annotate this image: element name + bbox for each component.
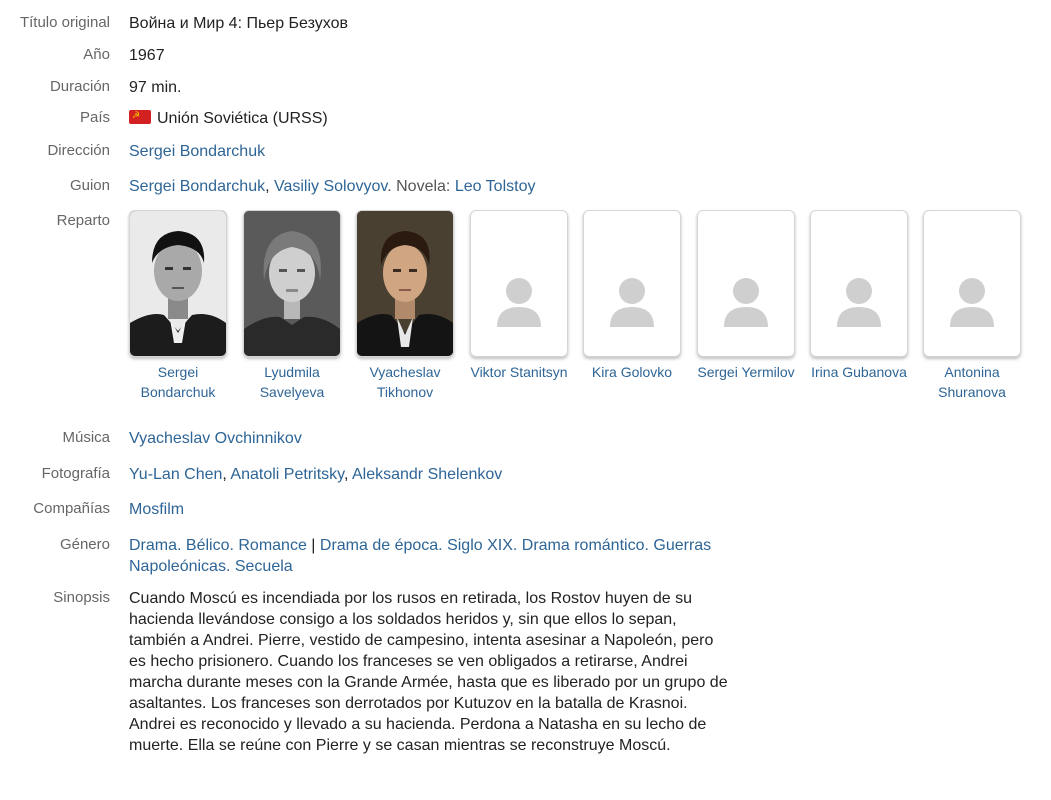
original-title: Война и Мир 4: Пьер Безухов bbox=[129, 15, 348, 32]
placeholder-avatar-icon[interactable] bbox=[697, 210, 795, 357]
label-pais: País bbox=[79, 109, 110, 126]
label-titulo: Título original bbox=[19, 14, 110, 31]
cast-card[interactable] bbox=[697, 210, 795, 382]
cast-card[interactable] bbox=[356, 210, 454, 402]
novel-prefix: . Novela: bbox=[387, 178, 455, 195]
cast-card[interactable] bbox=[583, 210, 681, 382]
placeholder-avatar-icon[interactable] bbox=[470, 210, 568, 357]
actor-name-line1: Kira Golovko bbox=[591, 364, 673, 380]
label-musica: Música bbox=[62, 429, 110, 446]
writers-value bbox=[129, 176, 535, 197]
topic-link[interactable]: Drama de época. Siglo XIX. Drama romántico. Guerras bbox=[319, 537, 712, 554]
cast-card[interactable] bbox=[810, 210, 908, 382]
actor-name-link[interactable] bbox=[577, 362, 687, 382]
actor-photo[interactable] bbox=[243, 210, 341, 357]
synopsis-text bbox=[129, 588, 769, 756]
actor-name-line2: Tikhonov bbox=[376, 384, 434, 400]
actor-name-line1: Sergei bbox=[157, 364, 199, 380]
genre-divider: | bbox=[306, 537, 320, 554]
synopsis-line: marcha durante meses con la Grande Armée, hasta que es liberado por un grupo de bbox=[129, 674, 728, 691]
synopsis-line: es hecho prisionero. Cuando los franceses se ven obligados a retirarse, Andrei bbox=[129, 653, 688, 670]
duration-value: 97 min. bbox=[129, 79, 182, 96]
company-link[interactable]: Mosfilm bbox=[129, 501, 185, 518]
actor-photo[interactable] bbox=[356, 210, 454, 357]
actor-name-link[interactable] bbox=[917, 362, 1027, 402]
label-duracion: Duración bbox=[49, 78, 110, 95]
novel-author-link[interactable]: Leo Tolstoy bbox=[454, 178, 536, 195]
writer-link[interactable]: Vasiliy Solovyov bbox=[273, 178, 388, 195]
label-fotografia: Fotografía bbox=[41, 465, 110, 482]
synopsis-line: muerte. Ella se reúne con Pierre y se casan mientras se reconstruye Moscú. bbox=[129, 737, 671, 754]
company-value bbox=[129, 499, 184, 520]
director-link[interactable]: Sergei Bondarchuk bbox=[129, 143, 266, 160]
photography-value bbox=[129, 464, 502, 485]
synopsis-line: también a Andrei. Pierre, vestido de campesino, intenta asesinar a Napoleón, pero bbox=[129, 632, 714, 649]
actor-name-line1: Viktor Stanitsyn bbox=[470, 364, 568, 380]
synopsis-line: hacienda llevándose consigo a los soldados heridos y, sin que ellos lo sepan, bbox=[129, 611, 677, 628]
topic-link[interactable]: Napoleónicas. Secuela bbox=[129, 558, 293, 575]
cast-list bbox=[129, 210, 1029, 410]
label-companias: Compañías bbox=[33, 500, 110, 517]
label-genero: Género bbox=[59, 536, 110, 553]
actor-name-line2: Bondarchuk bbox=[140, 384, 216, 400]
actor-photo[interactable] bbox=[129, 210, 227, 357]
actor-name-line1: Vyacheslav bbox=[369, 364, 441, 380]
actor-name-link[interactable] bbox=[804, 362, 914, 382]
actor-name-line1: Irina Gubanova bbox=[811, 364, 907, 380]
actor-name-line2: Shuranova bbox=[938, 384, 1006, 400]
synopsis-line: Andrei es reconocido y llevado a su hacienda. Perdona a Natasha en su lecho de bbox=[129, 716, 707, 733]
music-value bbox=[129, 428, 302, 449]
cast-card[interactable] bbox=[470, 210, 568, 382]
actor-name-line1: Antonina bbox=[944, 364, 1000, 380]
synopsis-line: asaltantes. Los franceses son derrotados por Kutuzov en la batalla de Krasnoi. bbox=[129, 695, 688, 712]
actor-name-line1: Lyudmila bbox=[264, 364, 320, 380]
placeholder-avatar-icon[interactable] bbox=[810, 210, 908, 357]
year-value: 1967 bbox=[129, 47, 165, 64]
actor-name-link[interactable] bbox=[691, 362, 801, 382]
cinematographer-link[interactable]: Anatoli Petritsky bbox=[230, 466, 344, 483]
cast-card[interactable] bbox=[129, 210, 227, 402]
genre-link[interactable]: Drama. Bélico. Romance bbox=[129, 537, 307, 554]
genre-value bbox=[129, 535, 711, 577]
placeholder-avatar-icon[interactable] bbox=[583, 210, 681, 357]
writer-separator: , bbox=[265, 178, 274, 195]
actor-name-link[interactable] bbox=[123, 362, 233, 402]
label-anio: Año bbox=[83, 46, 110, 63]
label-reparto: Reparto bbox=[56, 212, 110, 229]
actor-name-link[interactable] bbox=[237, 362, 347, 402]
cast-card[interactable] bbox=[923, 210, 1021, 402]
actor-name-link[interactable] bbox=[464, 362, 574, 382]
actor-name-link[interactable] bbox=[350, 362, 460, 402]
synopsis-line: Cuando Moscú es incendiada por los rusos en retirada, los Rostov huyen de su bbox=[129, 590, 692, 607]
country-value bbox=[129, 108, 328, 129]
director-value bbox=[129, 141, 265, 162]
cinematographer-link[interactable]: Yu-Lan Chen bbox=[129, 466, 223, 483]
composer-link[interactable]: Vyacheslav Ovchinnikov bbox=[129, 430, 302, 447]
actor-name-line1: Sergei Yermilov bbox=[697, 364, 795, 380]
placeholder-avatar-icon[interactable] bbox=[923, 210, 1021, 357]
label-sinopsis: Sinopsis bbox=[53, 589, 110, 606]
separator: , bbox=[222, 466, 231, 483]
cinematographer-link[interactable]: Aleksandr Shelenkov bbox=[351, 466, 503, 483]
country-name: Unión Soviética (URSS) bbox=[157, 110, 328, 127]
actor-name-line2: Savelyeva bbox=[259, 384, 325, 400]
separator: , bbox=[343, 466, 352, 483]
label-direccion: Dirección bbox=[47, 142, 110, 159]
cast-card[interactable] bbox=[243, 210, 341, 402]
writer-link[interactable]: Sergei Bondarchuk bbox=[129, 178, 266, 195]
ussr-flag-icon: ☭ bbox=[129, 110, 151, 124]
label-guion: Guion bbox=[69, 177, 110, 194]
